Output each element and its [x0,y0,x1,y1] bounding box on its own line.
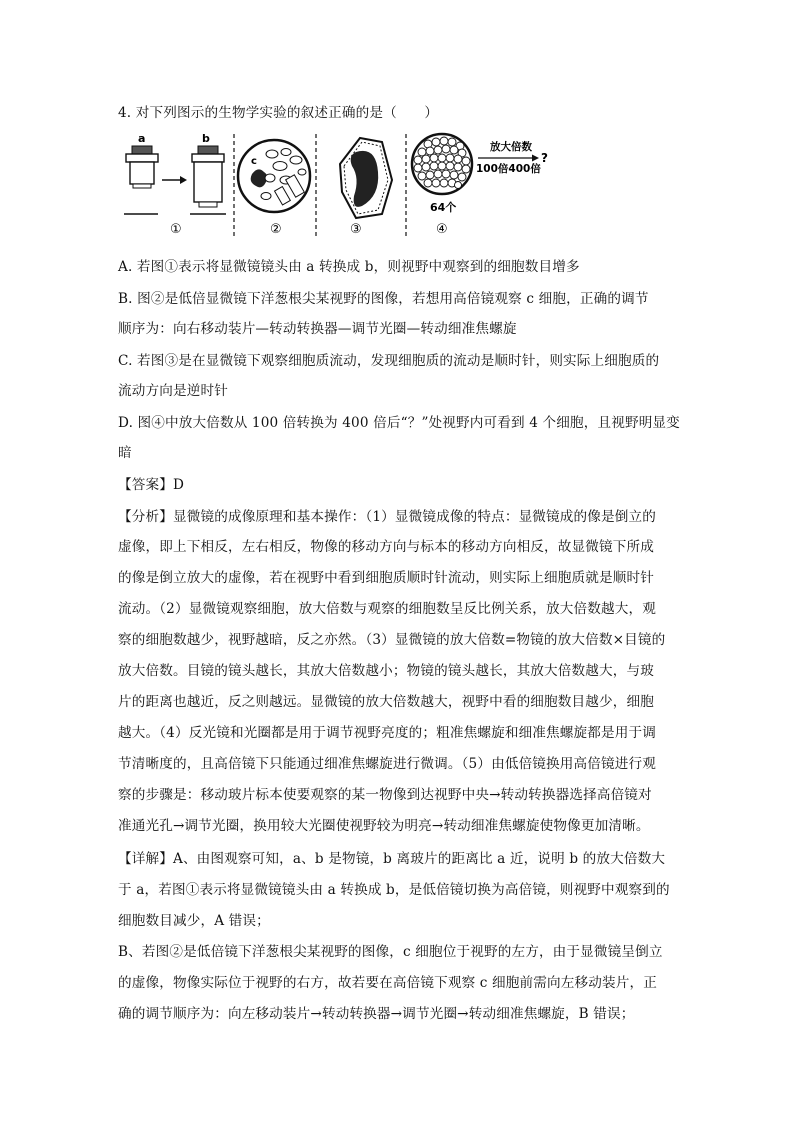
magnification-note-line1: 放大倍数 [490,141,532,153]
panel-number-3: ③ [350,222,362,237]
label-b: b [202,132,210,145]
detail-line: 的虚像，物像实际位于视野的右方，故若要在高倍镜下观察 c 细胞前需向左移动装片，正 [118,975,657,991]
analysis-line: 【分析】显微镜的成像原理和基本操作：（1）显微镜成像的特点：显微镜成的像是倒立的 [118,509,657,525]
analysis-line: 虚像，即上下相反，左右相反，物像的移动方向与标本的移动方向相反，故显微镜下所成 [118,539,655,555]
detail-line: B、若图②是低倍镜下洋葱根尖某视野的图像，c 细胞位于视野的左方，由于显微镜呈倒立 [118,944,663,960]
label-a: a [138,132,146,145]
option-d-line1: D. 图④中放大倍数从 100 倍转换为 400 倍后“？”处视野内可看到 4 个细胞，且视野明显变 [118,415,680,431]
analysis-line: 放大倍数。目镜的镜头越长，其放大倍数越小；物镜的镜头越长，其放大倍数越大，与玻 [118,663,655,679]
detail-line: 于 a，若图①表示将显微镜镜头由 a 转换成 b，是低倍镜切换为高倍镜，则视野中观察到的 [118,882,670,898]
panel-number-4: ④ [436,222,448,237]
option-c-line1: C. 若图③是在显微镜下观察细胞质流动，发现细胞质的流动是顺时针，则实际上细胞质的 [118,353,660,369]
detail-line: 确的调节顺序为：向左移动装片→转动转换器→调节光圈→转动细准焦螺旋，B 错误； [118,1006,635,1022]
analysis-line: 节清晰度的，且高倍镜下只能通过细准焦螺旋进行微调。（5）由低倍镜换用高倍镜进行观 [118,756,657,772]
option-b-line2: 顺序为：向右移动装片—转动转换器—调节光圈—转动细准焦螺旋 [118,321,517,337]
figure-svg [120,130,560,252]
panel-1-objectives [124,132,226,214]
label-c: c [251,156,257,167]
question-stem: 4. 对下列图示的生物学实验的叙述正确的是（ ） [118,105,439,121]
analysis-line: 准通光孔→调节光圈，换用较大光圈使视野较为明亮→转动细准焦螺旋使物像更加清晰。 [118,818,650,834]
panel-number-1: ① [170,222,182,237]
panel-3-cell-cytoplasm-flow [340,138,392,237]
detail-line: 【详解】A、由图观察可知，a、b 是物镜，b 离玻片的距离比 a 近，说明 b 的放大倍数大 [118,851,666,867]
detail-line: 细胞数目减少，A 错误； [118,913,270,929]
analysis-line: 片的距离也越近，反之则越远。显微镜的放大倍数越大，视野中看的细胞数目越少，细胞 [118,694,655,710]
option-d-line2: 暗 [118,445,132,461]
experiment-figure [120,130,560,252]
panel-number-2: ② [270,222,282,237]
analysis-line: 的像是倒立放大的虚像，若在视野中看到细胞质顺时针流动，则实际上细胞质就是顺时针 [118,570,655,586]
option-b-line1: B. 图②是低倍显微镜下洋葱根尖某视野的图像，若想用高倍镜观察 c 细胞，正确的调节 [118,291,649,307]
option-c-line2: 流动方向是逆时针 [118,383,228,399]
analysis-line: 流动。（2）显微镜观察细胞，放大倍数与观察的细胞数呈反比例关系，放大倍数越大，观 [118,601,657,617]
magnification-note-line2: 100倍400倍 [476,163,541,175]
analysis-line: 察的细胞数越少，视野越暗，反之亦然。（3）显微镜的放大倍数=物镜的放大倍数×目镜的 [118,632,666,648]
answer-line: 【答案】D [118,477,185,493]
analysis-line: 察的步骤是：移动玻片标本使要观察的某一物像到达视野中央→转动转换器选择高倍镜对 [118,787,652,803]
option-a: A. 若图①表示将显微镜镜头由 a 转换成 b，则视野中观察到的细胞数目增多 [118,259,580,275]
cell-count-label: 64个 [430,201,457,214]
question-mark-label: ? [541,151,548,165]
panel-4-cell-field [412,134,548,237]
analysis-line: 越大。（4）反光镜和光圈都是用于调节视野亮度的；粗准焦螺旋和细准焦螺旋都是用于调 [118,725,657,741]
panel-2-root-tip-field [238,140,310,237]
